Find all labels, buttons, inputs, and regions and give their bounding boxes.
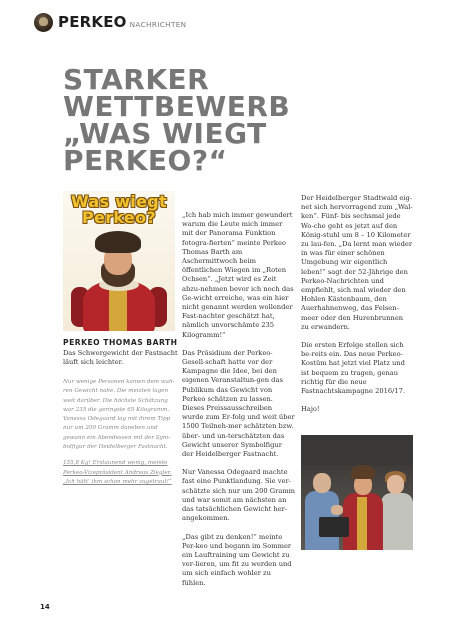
photo-background <box>301 435 413 465</box>
article-column-3 <box>301 194 413 423</box>
photo-title-bubble <box>66 194 172 226</box>
caption-name: PERKEO THOMAS BARTH <box>63 338 178 347</box>
article-headline <box>63 63 423 177</box>
paragraph: „Ich hab mich immer gewundert warum die Leute mich immer mit der Panorama Funktion fotogra-fierten“ meinte Perkeo Thomas Barth am Aschermittwoch beim öffentlichen Wiegen im „Roten Ochsen“. „Jetzt wird es Zeit abzu-nehmen bevor ich noch das Ge-wicht erreiche, was ein hier nicht genannt werden wollender Fast-nachter geschätzt hat, nämlich unvorschämte 235 Kilogramm!“ <box>182 211 294 339</box>
headline-line: „WAS WIEGT <box>63 117 267 150</box>
perkeo-hat <box>351 465 375 479</box>
bubble-line: Was wiegt <box>71 192 167 211</box>
perkeo-sash <box>357 497 367 550</box>
person-left-head <box>313 473 331 493</box>
paragraph: Die ersten Erfolge stellen sich be-reits ein. Das neue Perkeo-Kostüm hat jetzt viel Platz und ist bequem zu tragen, genau richtig für die neue Fastnachtskampagne 2016/17. <box>301 341 405 396</box>
laptop <box>319 517 349 537</box>
person-right-body <box>381 493 413 550</box>
paragraph: Das Präsidium der Perkeo-Gesell-schaft hatte vor der Kampagne die Idee, bei den eigenen Veranstaltun-gen das Publikum das Gewicht von Perkeo schätzen zu lassen. Dieses Preissausschreiben wurde zum Er-folg und weit über 1500 Teilneh-mer schätzten bzw. über- und un-terschätzten das Gewicht unserer Symbolfigur der Heidelberger Fastnacht. <box>182 348 295 459</box>
perkeo-photo <box>63 191 175 331</box>
page-number: 14 <box>40 603 50 611</box>
caption-subtitle: Das Schwergewicht der Fastnacht läuft sich leichter. <box>63 349 178 366</box>
caption-paragraph: Nur wenige Personen kamen dem wah-ren Gewicht nahe. Die meisten lagen weit darüber. Die höchste Schätzung war 235 die geringste 65 Kilogramm. Vanessa Odegaard lag mit ihrem Tipp nur um 200 Gramm daneben und gewann ein Abendessen mit der Sym-bolfigur der Heidelberger Fastnacht. <box>63 379 175 451</box>
masthead <box>34 12 186 32</box>
paragraph: Der Heidelberger Stadtwald eig-net sich hervorragend zum „Wal-ken“. Fünf- bis sechsmal jede Wo-che geht es jetzt auf den König-stuhl um 8 – 10 Kilometer zu lau-fen. „Da lernt man wieder in was für einer schönen Umgebung wir eigentlich leben!“ sagt der 52-Jährige den Perkeo-Nachrichten und empfiehlt, sich mal wieder den Hohlen Kästenbaum, den Auerhahnenweg, das Felsen-meer oder den Hurenbrunnen zu erwandern. <box>301 194 413 331</box>
group-photo <box>301 435 413 550</box>
hand <box>331 505 343 515</box>
headline-line: WETTBEWERB <box>63 90 291 123</box>
figure-sash <box>109 287 127 331</box>
perkeo-logo-icon <box>34 13 53 32</box>
figure-hat <box>95 231 141 253</box>
caption-paragraph-underlined: 155,8 Kg! Erstaunend wenig, meinte Perkeo-Vizepräsident Andreas Ziegler. „Ich hätt’ ihm schon mehr zugetraut!“ <box>63 460 172 485</box>
bubble-line: Perkeo? <box>82 208 156 227</box>
section-name: NACHRICHTEN <box>129 19 187 29</box>
caption-italic-text <box>63 378 179 494</box>
brand-name: PERKEO <box>58 13 127 31</box>
article-column-2 <box>182 211 295 597</box>
paragraph: „Das gibt zu denken!“ meinte Per-keo und begann im Sommer ein Lauftraining um Gewicht zu ver-lieren, um fit zu werden und um sich einfach wohler zu fühlen. <box>182 532 292 587</box>
headline-line: STARKER <box>63 63 210 96</box>
person-right-head <box>387 475 404 494</box>
headline-line: PERKEO?“ <box>63 144 228 177</box>
paragraph: Hajo! <box>301 405 320 414</box>
paragraph: Nur Vanessa Odegaard machte fast eine Punktlandung. Sie ver-schätzte sich nur um 200 Gramm und war somit am nächsten an das tatsächlichen Gewicht her-angekommen. <box>182 468 296 523</box>
